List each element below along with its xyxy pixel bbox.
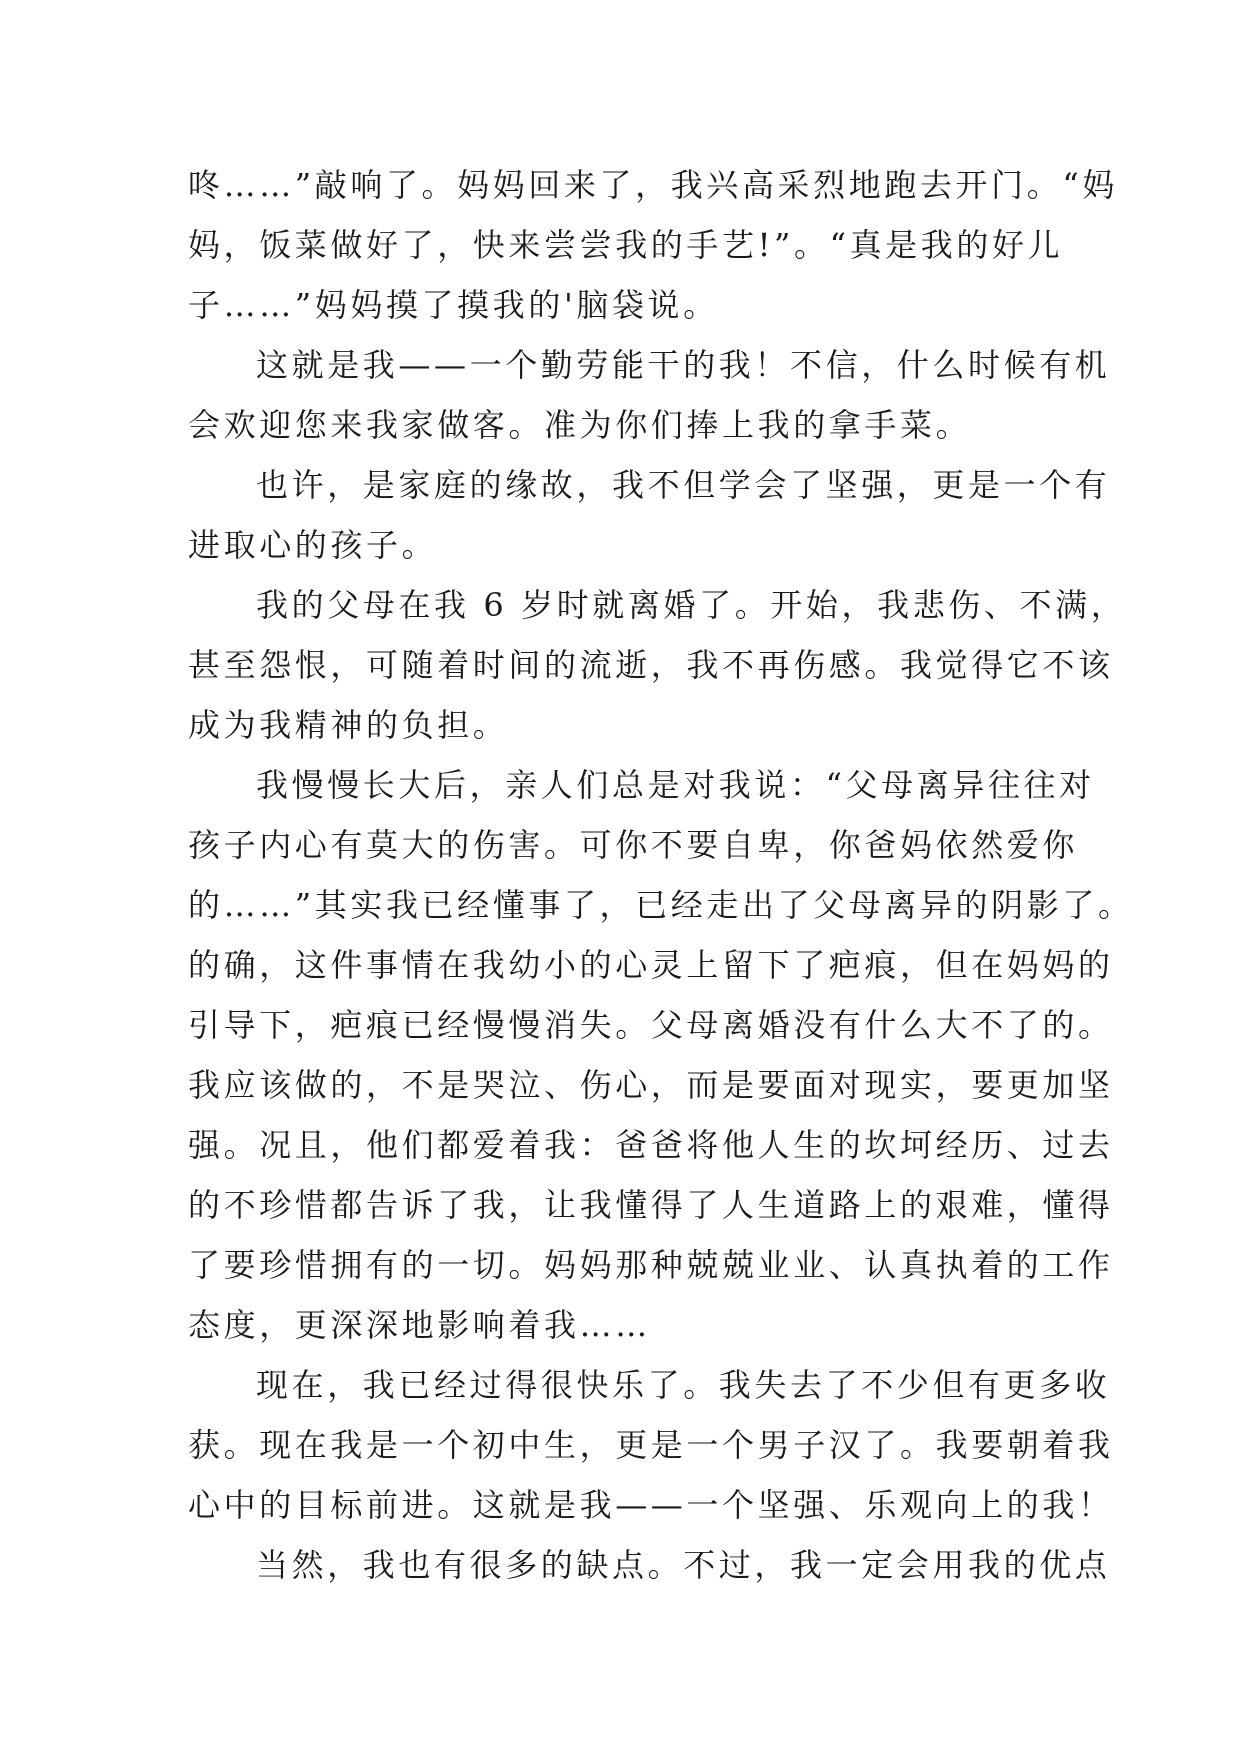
paragraph-start-line: 我慢慢长大后，亲人们总是对我说：“父母离异往往对 <box>256 766 1095 804</box>
text-line: 进取心的孩子。 <box>188 526 438 564</box>
essay-body <box>188 155 1134 1595</box>
text-line: 的确，这件事情在我幼小的心灵上留下了疤痕，但在妈妈的 <box>188 946 1114 984</box>
paragraph-start-line: 我的父母在我 6 岁时就离婚了。开始，我悲伤、不满， <box>256 586 1127 624</box>
paragraph-start-line: 当然，我也有很多的缺点。不过，我一定会用我的优点 <box>256 1546 1111 1584</box>
text-line: 妈，饭菜做好了，快来尝尝我的手艺!”。“真是我的好儿 <box>188 226 1064 264</box>
text-line: 的……”其实我已经懂事了，已经走出了父母离异的阴影了。 <box>188 886 1134 924</box>
text-line: 获。现在我是一个初中生，更是一个男子汉了。我要朝着我 <box>188 1426 1114 1464</box>
text-line: 孩子内心有莫大的伤害。可你不要自卑，你爸妈依然爱你 <box>188 826 1079 864</box>
text-line: 成为我精神的负担。 <box>188 706 509 744</box>
text-line: 会欢迎您来我家做客。准为你们捧上我的拿手菜。 <box>188 406 972 444</box>
paragraph-start-line: 也许，是家庭的缘故，我不但学会了坚强，更是一个有 <box>256 466 1111 504</box>
text-line: 甚至怨恨，可随着时间的流逝，我不再伤感。我觉得它不该 <box>188 646 1114 684</box>
text-line: 我应该做的，不是哭泣、伤心，而是要面对现实，要更加坚 <box>188 1066 1114 1104</box>
text-line: 了要珍惜拥有的一切。妈妈那种兢兢业业、认真执着的工作 <box>188 1246 1114 1284</box>
text-line: 咚……”敲响了。妈妈回来了，我兴高采烈地跑去开门。“妈 <box>188 166 1118 204</box>
paragraph-start-line: 现在，我已经过得很快乐了。我失去了不少但有更多收 <box>256 1366 1111 1404</box>
text-line: 引导下，疤痕已经慢慢消失。父母离婚没有什么大不了的。 <box>188 1006 1114 1044</box>
text-line: 强。况且，他们都爱着我：爸爸将他人生的坎坷经历、过去 <box>188 1126 1114 1164</box>
text-line: 的不珍惜都告诉了我，让我懂得了人生道路上的艰难，懂得 <box>188 1186 1114 1224</box>
text-line: 子……”妈妈摸了摸我的'脑袋说。 <box>188 286 719 324</box>
text-line: 心中的目标前进。这就是我——一个坚强、乐观向上的我！ <box>188 1486 1114 1524</box>
text-line: 态度，更深深地影响着我…… <box>188 1306 651 1344</box>
paragraph-start-line: 这就是我——一个勤劳能干的我！不信，什么时候有机 <box>256 346 1111 384</box>
